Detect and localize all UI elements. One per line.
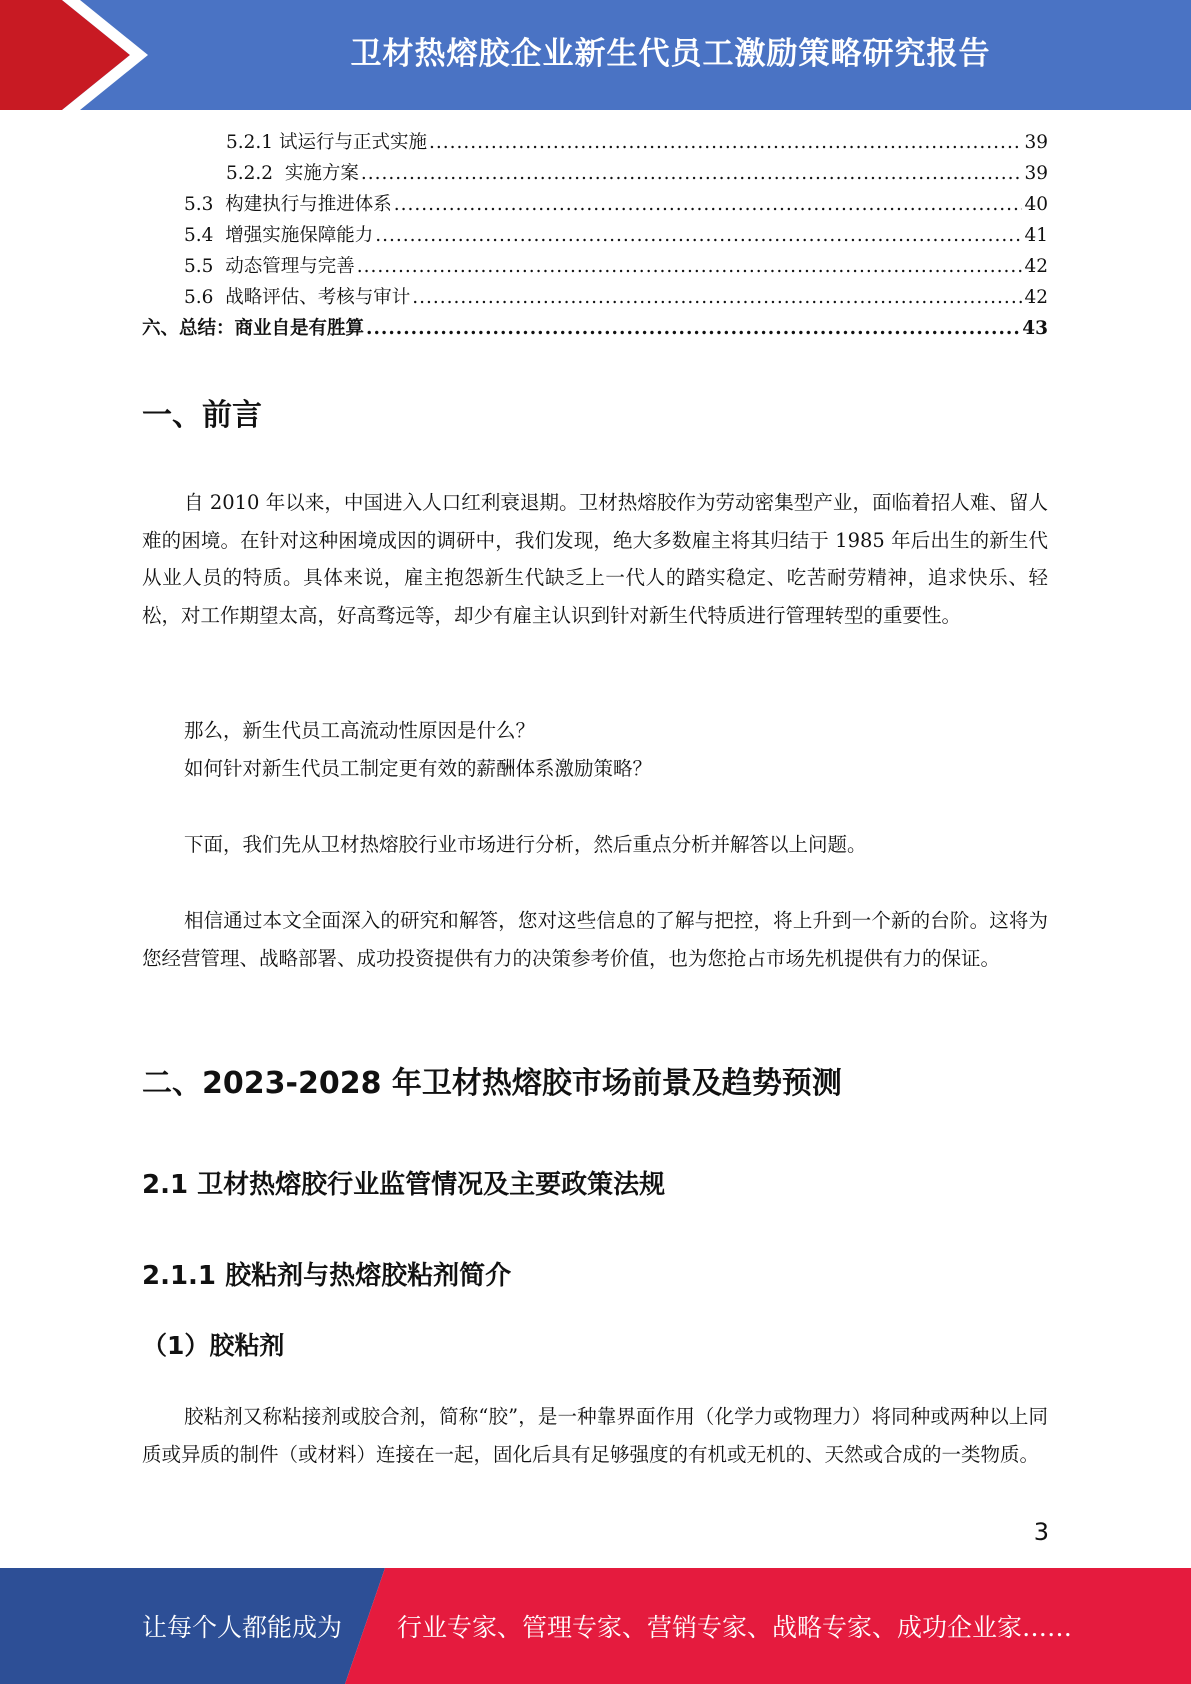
toc-dot-leader — [366, 318, 1020, 339]
preface-question-2: 如何针对新生代员工制定更有效的薪酬体系激励策略？ — [184, 757, 653, 780]
toc-entry[interactable] — [142, 159, 1048, 190]
toc-entry-number: 5.6 — [184, 287, 226, 308]
footer-slogan-right: 行业专家、管理专家、营销专家、战略专家、成功企业家…… — [397, 1613, 1073, 1642]
footer-slogan-left: 让每个人都能成为 — [142, 1613, 343, 1642]
toc-entry-page: 42 — [1024, 256, 1048, 277]
section-heading-preface: 一、前言 — [142, 398, 262, 433]
subsection-heading-2-1: 2.1 卫材热熔胶行业监管情况及主要政策法规 — [142, 1170, 666, 1200]
preface-paragraph-1: 自 2010 年以来，中国进入人口红利衰退期。卫材热熔胶作为劳动密集型产业，面临着招人难、留人难的困境。在针对这种困境成因的调研中，我们发现，绝大多数雇主将其归结于 1985 年后出生的新生代从业人员的特质。具体来说，雇主抱怨新生代缺乏上一代人的踏实稳定、吃苦耐劳精神，追求快乐、轻松，对工作期望太高，好高骛远等，却少有雇主认识到针对新生代特质进行管理转型的重要性。 — [142, 491, 1048, 627]
toc-entry-label: 增强实施保障能力 — [225, 225, 374, 246]
toc-dot-leader — [412, 287, 1022, 308]
table-of-contents — [142, 128, 1048, 345]
page-header — [0, 0, 1191, 110]
toc-entry-label: 构建执行与推进体系 — [225, 194, 392, 215]
page-footer — [0, 1568, 1191, 1684]
toc-entry[interactable] — [142, 314, 1048, 345]
page-number: 3 — [1033, 1518, 1049, 1546]
toc-entry-page: 43 — [1022, 318, 1048, 339]
toc-entry-page: 41 — [1024, 225, 1048, 246]
toc-entry-page: 40 — [1024, 194, 1048, 215]
toc-entry-number: 5.3 — [184, 194, 226, 215]
toc-entry-page: 39 — [1024, 132, 1048, 153]
toc-dot-leader — [361, 163, 1023, 184]
toc-dot-leader — [375, 225, 1022, 246]
toc-entry-number: 5.2.2 — [226, 163, 285, 184]
adhesive-paragraph: 胶粘剂又称粘接剂或胶合剂，简称“胶”，是一种靠界面作用（化学力或物理力）将同种或两种以上同质或异质的制件（或材料）连接在一起，固化后具有足够强度的有机或无机的、天然或合成的一类物质。 — [142, 1405, 1048, 1466]
section-heading-market-outlook: 二、2023-2028 年卫材热熔胶市场前景及趋势预测 — [142, 1066, 842, 1101]
subsection-heading-adhesive: （1）胶粘剂 — [142, 1331, 285, 1360]
preface-paragraph-2: 下面，我们先从卫材热熔胶行业市场进行分析，然后重点分析并解答以上问题。 — [184, 833, 867, 856]
toc-entry-number: 5.4 — [184, 225, 226, 246]
toc-entry[interactable] — [142, 221, 1048, 252]
toc-entry[interactable] — [142, 128, 1048, 159]
subsection-heading-2-1-1: 2.1.1 胶粘剂与热熔胶粘剂简介 — [142, 1261, 512, 1291]
toc-entry[interactable] — [142, 252, 1048, 283]
toc-entry-label: 动态管理与完善 — [225, 256, 355, 277]
toc-entry-page: 39 — [1024, 163, 1048, 184]
report-title: 卫材热熔胶企业新生代员工激励策略研究报告 — [350, 35, 991, 72]
chevron-logo-icon — [0, 0, 160, 110]
toc-entry-label: 六、总结：商业自是有胜算 — [142, 318, 365, 339]
toc-entry-label: 战略评估、考核与审计 — [225, 287, 411, 308]
toc-entry-page: 42 — [1024, 287, 1048, 308]
toc-entry-number: 5.2.1 — [226, 132, 279, 153]
preface-question-1: 那么，新生代员工高流动性原因是什么？ — [184, 719, 536, 742]
toc-dot-leader — [357, 256, 1023, 277]
toc-entry[interactable] — [142, 190, 1048, 221]
toc-dot-leader — [394, 194, 1023, 215]
toc-entry[interactable] — [142, 283, 1048, 314]
preface-paragraph-3: 相信通过本文全面深入的研究和解答，您对这些信息的了解与把控，将上升到一个新的台阶。这将为您经营管理、战略部署、成功投资提供有力的决策参考价值，也为您抢占市场先机提供有力的保证。 — [142, 909, 1048, 970]
toc-entry-number: 5.5 — [184, 256, 226, 277]
toc-entry-label: 实施方案 — [284, 163, 359, 184]
toc-dot-leader — [429, 132, 1022, 153]
toc-entry-label: 试运行与正式实施 — [278, 132, 427, 153]
